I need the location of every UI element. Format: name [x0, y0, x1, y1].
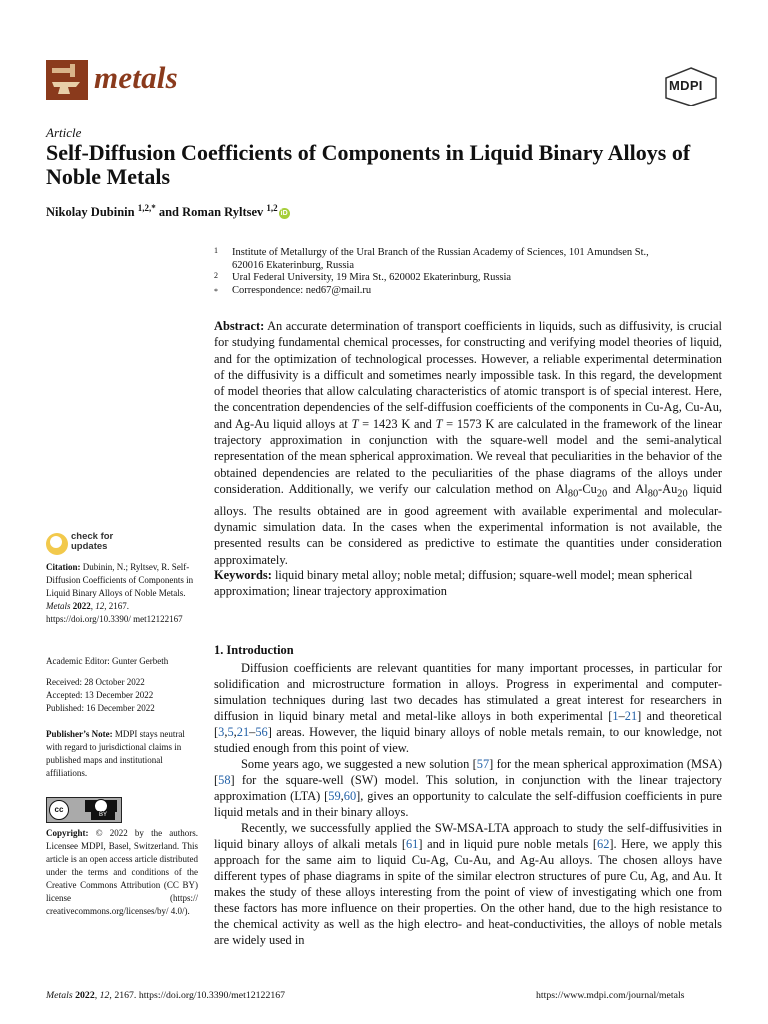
cc-by-label: BY — [91, 811, 115, 820]
paragraph-text: ] and theoretical [ — [214, 709, 722, 739]
footer-year: 2022 — [75, 990, 95, 1001]
paragraph-text: Recently, we successfully applied the SW-MSA-LTA approach to study the self-diffusivities in liquid binary alloys of alkali metals [ — [214, 821, 722, 851]
footer-citation: Metals 2022, 12, 2167. https://doi.org/10.3390/met12122167 — [46, 990, 286, 1001]
reference-link[interactable]: 57 — [476, 757, 490, 771]
reference-link[interactable]: 62 — [597, 837, 610, 851]
publisher-note-label: Publisher’s Note: — [46, 729, 113, 739]
paragraph-text: ], gives an opportunity to calculate the self-diffusion coefficients in pure liquid metals and in their binary alloys. — [214, 789, 723, 819]
citation-journal: Metals — [46, 601, 71, 611]
citation-volume: 12 — [95, 601, 105, 611]
accepted-date: Accepted: 13 December 2022 — [46, 690, 154, 700]
reference-link[interactable]: 60 — [343, 789, 357, 803]
affiliation-marker: 2 — [214, 271, 218, 280]
reference-link[interactable]: 21 — [236, 725, 250, 739]
reference-link[interactable]: 3 — [218, 725, 225, 739]
reference-link[interactable]: 56 — [255, 725, 268, 739]
paragraph-text: Diffusion coefficients are relevant quantities for many important processes, in particular for solidification and microstructure formation in alloys. Progress in experimental and computer-simulation techniques during last two decades has stimulated a great interest for researchers in diffusion in liquid binary metal and metal-like alloys in both experimental [ — [214, 661, 722, 723]
citation-block: Citation: Dubinin, N.; Ryltsev, R. Self-Diffusion Coefficients of Components in Liquid Binary Alloys of Noble Metals. Metals 2022, 12, 2167. https://doi.org/10.3390/ met12122167 — [46, 562, 194, 624]
paragraph-text: ] and in liquid pure noble metals [ — [418, 837, 597, 851]
dates-block — [46, 676, 198, 715]
paragraph-text: Some years ago, we suggested a new solution [ — [241, 757, 477, 771]
publisher-name: MDPI — [669, 78, 703, 93]
academic-editor: Academic Editor: Gunter Gerbeth — [46, 656, 169, 666]
author-list — [46, 203, 290, 220]
affiliation-marker: * — [214, 287, 218, 296]
journal-name: metals — [94, 60, 178, 95]
check-updates-label — [71, 532, 113, 552]
affiliation-text: 620016 Ekaterinburg, Russia — [232, 260, 355, 271]
subscript: 80 — [567, 488, 579, 500]
journal-logo[interactable] — [46, 58, 196, 104]
affiliation-item — [214, 271, 734, 285]
copyright-label: Copyright: — [46, 828, 89, 838]
keywords — [214, 567, 722, 600]
paragraph-text: ] for the mean spherical approximation (MSA) [ — [214, 757, 722, 787]
abstract-text: = 1423 K and — [358, 416, 436, 431]
abstract-label: Abstract: — [214, 319, 265, 333]
publisher-note-text: MDPI stays neutral with regard to jurisdictional claims in published maps and institutional affiliations. — [46, 729, 185, 778]
paragraph-text: , — [224, 725, 228, 739]
correspondence-text: Correspondence: ned67@mail.ru — [232, 285, 372, 296]
footer-volume: 12 — [99, 990, 110, 1001]
cc-by-license-badge[interactable] — [46, 797, 122, 823]
paragraph-text: ] for the square-well (SW) model. This solution, in conjunction with the linear trajectory approximation (LTA) [ — [214, 773, 722, 803]
paragraph-text: , — [233, 725, 237, 739]
author-name[interactable]: Nikolay Dubinin — [46, 205, 135, 220]
footer-journal-url[interactable]: https://www.mdpi.com/journal/metals — [536, 990, 685, 1001]
abstract-text: An accurate determination of transport coefficients in liquids, such as diffusivity, is crucial for studying fundamental chemical processes, for constructing and verifying model theories of liquid, and for the optimization of technological processes. However, a reliable experimental determination of the diffusivity is a difficult and sometimes nearly impossible task. In this regard, the development of model theories that allow calculating characteristics of atomic transport is of special interest. Here, the concentration dependencies of the self-diffusion coefficients of the components in Cu-Ag, Cu-Au, and Ag-Au liquid alloys at — [214, 319, 722, 431]
reference-link[interactable]: 5 — [227, 725, 234, 739]
publisher-logo[interactable] — [662, 66, 720, 106]
paragraph-text: , — [340, 789, 344, 803]
check-updates-line: updates — [71, 541, 108, 552]
affiliation-text: Ural Federal University, 19 Mira St., 620002 Ekaterinburg, Russia — [232, 272, 512, 283]
author-affiliation-marker: 1,2 — [266, 203, 278, 213]
check-for-updates-button[interactable] — [46, 531, 136, 557]
abstract — [214, 318, 722, 568]
citation-year: 2022 — [72, 601, 91, 611]
check-updates-line: check for — [71, 531, 114, 542]
abstract-text: = 1573 K are calculated in the framework of the linear trajectory approximation in conjunction with the square-well model and the semi-analytical representation of the mean spherical approximation. We reveal that peculiarities in the behavior of the obtained dependencies are related to the peculiarities of the phase diagrams of the alloys under consideration. Additionally, we verify our calculation method on Al — [214, 416, 722, 496]
paper-title: Self-Diffusion Coefficients of Components in Liquid Binary Alloys of Noble Metals — [46, 140, 691, 189]
math-symbol: T — [435, 416, 443, 431]
citation-label: Citation: — [46, 562, 81, 572]
creative-commons-icon: cc — [49, 800, 69, 820]
publisher-note — [46, 728, 198, 780]
abstract-text: -Cu — [578, 481, 597, 496]
citation-doi-link[interactable]: , 2167. https://doi.org/10.3390/ met12122167 — [46, 601, 183, 624]
paragraph — [214, 660, 722, 756]
anvil-icon — [46, 60, 88, 100]
reference-link[interactable]: 21 — [624, 709, 638, 723]
reference-link[interactable]: 61 — [405, 837, 419, 851]
affiliation-item — [214, 284, 734, 298]
abstract-text: liquid alloys. The results obtained are in good agreement with available experimental and molecular-dynamic simulation data. In the cases when the experimental information is not available, the presented results can be considered as predictive to estimate the quantities under consideration approximately. — [214, 481, 722, 567]
article-type: Article — [46, 125, 82, 140]
affiliation-marker: 1 — [214, 246, 218, 255]
affiliation-item — [214, 246, 734, 274]
abstract-text: -Au — [658, 481, 678, 496]
paragraph — [214, 820, 722, 948]
check-updates-icon — [46, 533, 68, 555]
affiliation-text: Institute of Metallurgy of the Ural Branch of the Russian Academy of Sciences, 101 Amundsen St., — [232, 247, 649, 258]
published-date: Published: 16 December 2022 — [46, 703, 155, 713]
paragraph — [214, 756, 722, 820]
paragraph-text: ] areas. However, the liquid binary alloys of noble metals remain, to our knowledge, not studied enough from this point of view. — [214, 725, 722, 755]
reference-link[interactable]: 58 — [218, 773, 231, 787]
footer-doi-link[interactable]: , 2167. https://doi.org/10.3390/met12122167 — [109, 990, 286, 1001]
paragraph-text: ]. Here, we apply this approach for the same aim to liquid Cu-Ag, Cu-Au, and Ag-Au alloys. The chosen alloys have different types of phase diagrams in spite of the similar electron structures of pure Cu, Ag, and Au. It makes the study of these alloys interesting from the point of view of investigating which one from these factors has more influence on their properties. On the other hand, due to the high resistance to the chemical activity as well as the high electro- and heat-conductivities, the alloys of noble metals are widely used in — [214, 837, 722, 947]
keywords-label: Keywords: — [214, 568, 272, 582]
section-heading: 1. Introduction — [214, 643, 294, 657]
keywords-text: liquid binary metal alloy; noble metal; diffusion; square-well model; mean spherical approximation; linear trajectory approximation — [214, 568, 693, 599]
reference-link[interactable]: 59 — [328, 789, 341, 803]
introduction-body — [214, 660, 722, 948]
author-name[interactable]: Roman Ryltsev — [182, 205, 264, 220]
abstract-text: and Al — [607, 481, 648, 496]
footer-journal: Metals — [46, 990, 73, 1001]
orcid-icon[interactable]: iD — [280, 210, 288, 218]
author-affiliation-marker: 1,2,* — [137, 203, 156, 213]
copyright-text: © 2022 by the authors. Licensee MDPI, Basel, Switzerland. This article is an open access article distributed under the terms and conditions of the Creative Commons Attribution (CC BY) license (https:// creativecommons.org/licenses/by/ 4.0/). — [46, 828, 199, 916]
received-date: Received: 28 October 2022 — [46, 677, 145, 687]
subscript: 20 — [596, 488, 608, 500]
math-symbol: T — [351, 416, 359, 431]
paragraph-text: – — [618, 709, 625, 723]
reference-link[interactable]: 1 — [612, 709, 619, 723]
author-conjunction: and — [158, 205, 179, 220]
subscript: 80 — [647, 488, 659, 500]
subscript: 20 — [677, 488, 688, 500]
citation-text: Dubinin, N.; Ryltsev, R. Self-Diffusion Coefficients of Components in Liquid Binary Alloys of Noble Metals. — [46, 562, 194, 598]
copyright-block — [46, 827, 198, 918]
paragraph-text: – — [249, 725, 256, 739]
